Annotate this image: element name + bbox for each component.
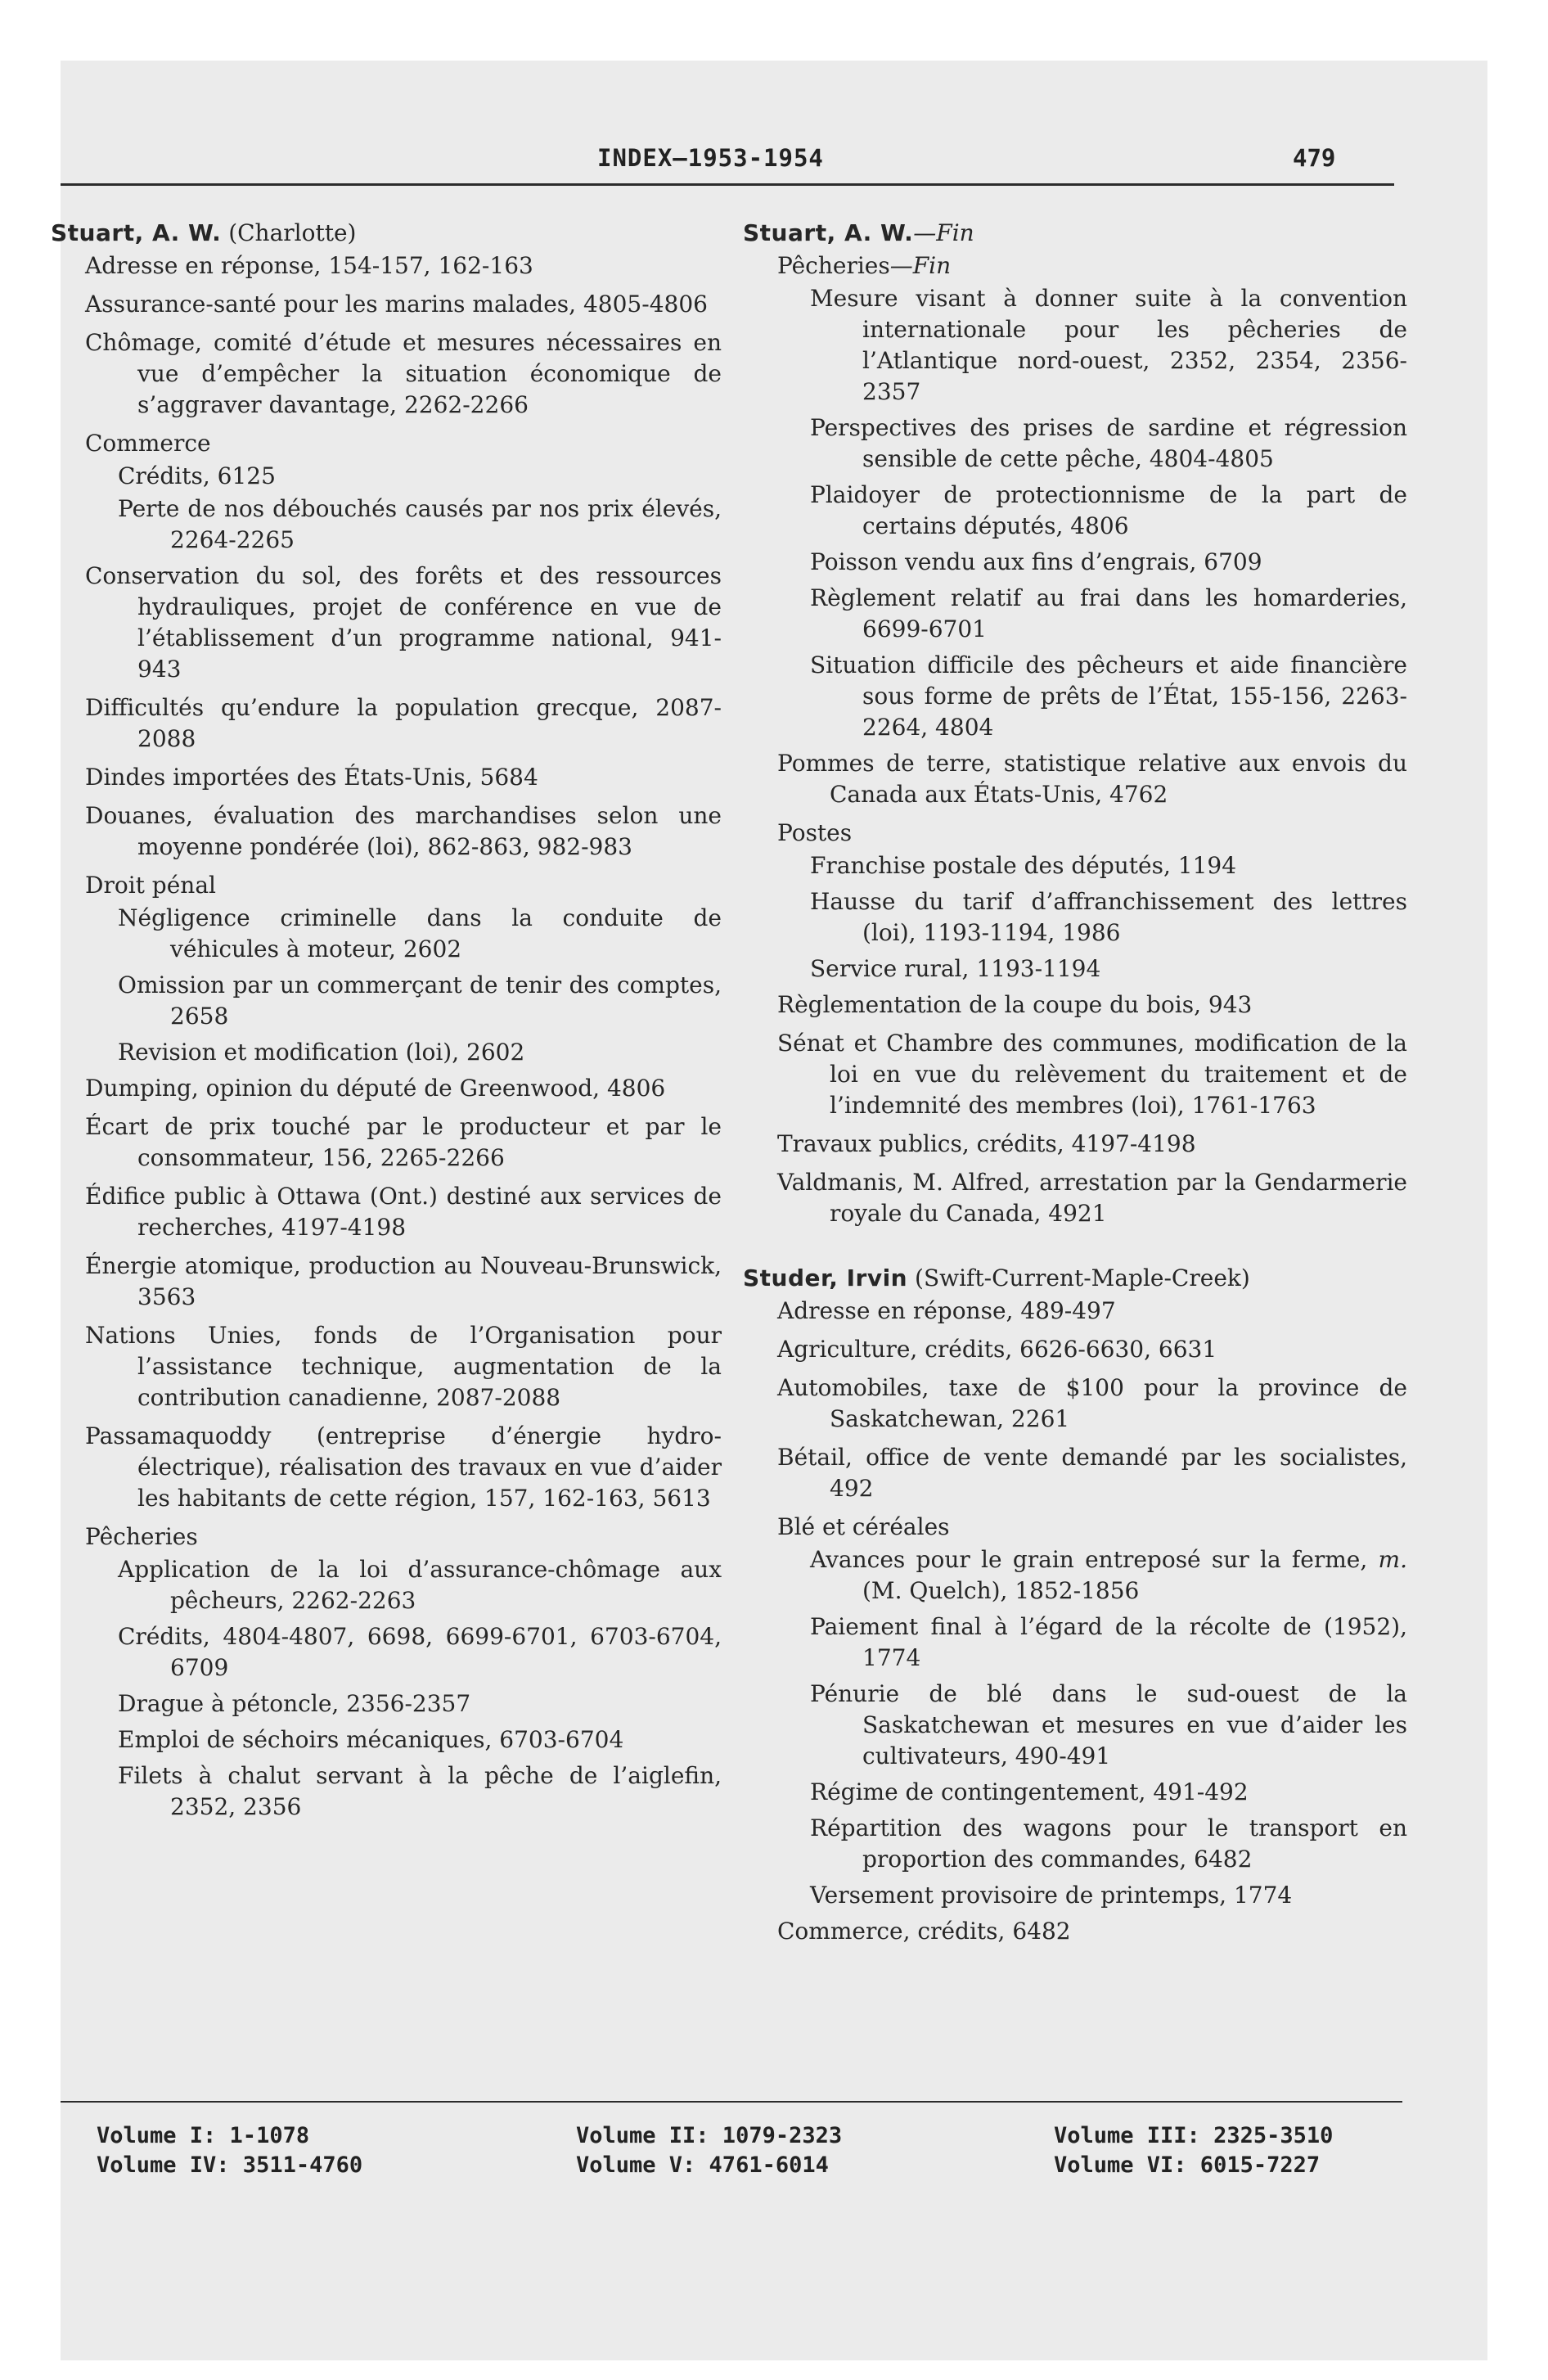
heading-riding: (Swift-Current-Maple-Creek) [915, 1264, 1250, 1291]
index-entry: Dindes importées des États-Unis, 5684 [85, 764, 538, 791]
index-entry: Douanes, évaluation des marchandises selon une moyenne pondérée (loi), 862-863, 982-983 [85, 802, 722, 860]
index-subentry: Règlement relatif au frai dans les homarderies, 6699-6701 [810, 584, 1407, 642]
volume-range: Volume I: 1-1078 [97, 2123, 310, 2148]
index-subentry: Plaidoyer de protectionnisme de la part de certains députés, 4806 [810, 481, 1407, 539]
index-subentry: Crédits, 4804-4807, 6698, 6699-6701, 6703-6704, 6709 [118, 1623, 722, 1681]
index-subentry [743, 1544, 1407, 1607]
index-subentry: Hausse du tarif d’affranchissement des lettres (loi), 1193-1194, 1986 [810, 888, 1407, 946]
index-subentry: Versement provisoire de printemps, 1774 [810, 1882, 1293, 1909]
subentry-text: (M. Quelch), 1852-1856 [862, 1577, 1140, 1604]
index-subentry: Négligence criminelle dans la conduite de véhicules à moteur, 2602 [118, 904, 722, 962]
continued-marker: —Fin [889, 252, 952, 279]
heading-name: Studer, Irvin [743, 1264, 908, 1291]
index-subentry: Mesure visant à donner suite à la convention internationale pour les pêcheries de l’Atlantique nord-ouest, 2352, 2354, 2356-2357 [810, 285, 1407, 405]
index-entry: Blé et céréales [777, 1513, 950, 1540]
index-subentry: Filets à chalut servant à la pêche de l’aiglefin, 2352, 2356 [118, 1762, 722, 1820]
subentry-text: Avances pour le grain entreposé sur la ferme, [810, 1546, 1379, 1573]
heading-riding: (Charlotte) [228, 219, 357, 246]
index-entry: Travaux publics, crédits, 4197-4198 [777, 1130, 1196, 1157]
header-rule [61, 183, 1394, 186]
index-entry: Automobiles, taxe de $100 pour la province de Saskatchewan, 2261 [777, 1374, 1407, 1432]
index-entry: Chômage, comité d’étude et mesures nécessaires en vue d’empêcher la situation économique de s’aggraver davantage, 2262-2266 [85, 329, 722, 418]
index-subentry: Service rural, 1193-1194 [810, 955, 1101, 982]
page-number: 479 [1293, 144, 1336, 172]
index-entry: Conservation du sol, des forêts et des ressources hydrauliques, projet de conférence en vue de l’établissement d’un programme national, 941-943 [85, 562, 722, 683]
index-entry: Droit pénal [85, 872, 216, 899]
index-subentry: Application de la loi d’assurance-chômage aux pêcheurs, 2262-2263 [118, 1556, 722, 1614]
heading-name: Stuart, A. W. [51, 219, 222, 246]
index-entry: Commerce, crédits, 6482 [777, 1918, 1071, 1945]
index-heading [51, 218, 722, 249]
index-entry: Nations Unies, fonds de l’Organisation pour l’assistance technique, augmentation de la contribution canadienne, 2087-2088 [85, 1322, 722, 1411]
index-entry: Énergie atomique, production au Nouveau-Brunswick, 3563 [85, 1252, 722, 1310]
volume-range: Volume IV: 3511-4760 [97, 2152, 363, 2178]
volume-range: Volume III: 2325-3510 [1054, 2123, 1334, 2148]
index-subentry: Revision et modification (loi), 2602 [118, 1039, 525, 1066]
index-entry: Écart de prix touché par le producteur et par le consommateur, 156, 2265-2266 [85, 1113, 722, 1171]
index-entry: Postes [777, 819, 853, 846]
subentry-italic-m: m. [1378, 1546, 1407, 1573]
index-subentry: Franchise postale des députés, 1194 [810, 852, 1237, 879]
index-subentry: Omission par un commerçant de tenir des comptes, 2658 [118, 971, 722, 1030]
heading-name: Stuart, A. W. [743, 219, 914, 246]
entry-label: Pêcheries [777, 252, 890, 279]
index-subentry: Situation difficile des pêcheurs et aide financière sous forme de prêts de l’État, 155-156, 2263-2264, 4804 [810, 651, 1407, 741]
index-entry: Dumping, opinion du député de Greenwood, 4806 [85, 1075, 666, 1102]
index-entry: Adresse en réponse, 489-497 [777, 1297, 1116, 1324]
index-entry: Adresse en réponse, 154-157, 162-163 [85, 252, 533, 279]
index-entry: Règlementation de la coupe du bois, 943 [777, 991, 1253, 1018]
index-entry: Passamaquoddy (entreprise d’énergie hydro-électrique), réalisation des travaux en vue d’aider les habitants de cette région, 157, 162-163, 5613 [85, 1422, 722, 1512]
index-entry: Pommes de terre, statistique relative aux envois du Canada aux États-Unis, 4762 [777, 750, 1407, 808]
index-entry: Agriculture, crédits, 6626-6630, 6631 [777, 1336, 1217, 1363]
index-entry: Valdmanis, M. Alfred, arrestation par la Gendarmerie royale du Canada, 4921 [777, 1169, 1407, 1227]
index-entry: Difficultés qu’endure la population grecque, 2087-2088 [85, 694, 722, 752]
index-heading [743, 1263, 1407, 1294]
index-entry: Commerce [85, 430, 211, 457]
index-entry: Bétail, office de vente demandé par les socialistes, 492 [777, 1444, 1407, 1502]
index-entry: Sénat et Chambre des communes, modification de la loi en vue du relèvement du traitement et de l’indemnité des membres (loi), 1761-1763 [777, 1030, 1407, 1119]
index-subentry: Pénurie de blé dans le sud-ouest de la Saskatchewan et mesures en vue d’aider les cultivateurs, 490-491 [810, 1680, 1407, 1769]
left-column [51, 218, 722, 1828]
volume-range: Volume VI: 6015-7227 [1054, 2152, 1321, 2178]
footer-rule [61, 2101, 1402, 2103]
right-column [743, 218, 1407, 1954]
index-entry: Assurance-santé pour les marins malades, 4805-4806 [85, 291, 708, 318]
index-entry: Édifice public à Ottawa (Ont.) destiné aux services de recherches, 4197-4198 [85, 1183, 722, 1241]
index-subentry: Régime de contingentement, 491-492 [810, 1778, 1249, 1805]
index-subentry: Paiement final à l’égard de la récolte de (1952), 1774 [810, 1613, 1407, 1671]
index-subentry: Perspectives des prises de sardine et régression sensible de cette pêche, 4804-4805 [810, 414, 1407, 472]
index-subentry: Emploi de séchoirs mécaniques, 6703-6704 [118, 1726, 624, 1753]
index-subentry: Perte de nos débouchés causés par nos prix élevés, 2264-2265 [118, 495, 722, 553]
index-subentry: Crédits, 6125 [118, 462, 276, 489]
volume-range: Volume II: 1079-2323 [576, 2123, 843, 2148]
index-entry-continued [743, 250, 1407, 282]
volume-range: Volume V: 4761-6014 [576, 2152, 829, 2178]
index-heading-continued [743, 218, 1407, 249]
page-title: INDEX—1953-1954 [597, 144, 824, 172]
index-subentry: Poisson vendu aux fins d’engrais, 6709 [810, 548, 1262, 575]
index-subentry: Drague à pétoncle, 2356-2357 [118, 1690, 471, 1717]
index-entry: Pêcheries [85, 1523, 198, 1550]
heading-continued-marker: —Fin [913, 219, 974, 246]
index-subentry: Répartition des wagons pour le transport en proportion des commandes, 6482 [810, 1814, 1407, 1873]
